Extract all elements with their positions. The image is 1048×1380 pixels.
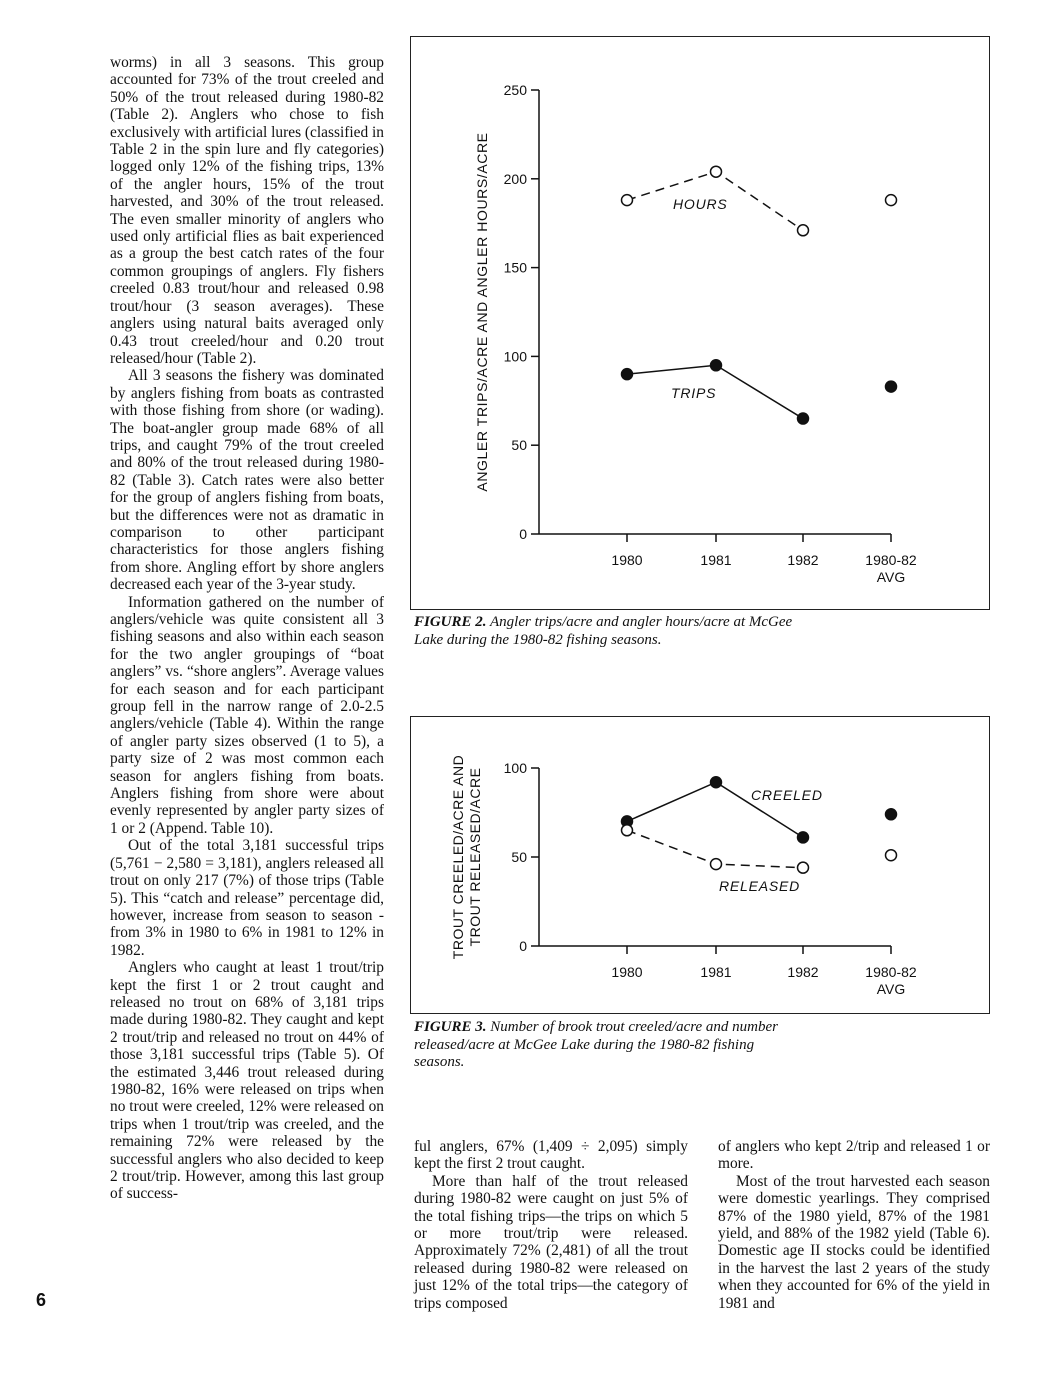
hours-series-label: HOURS [673,196,728,212]
hours-data-point [886,195,897,206]
figure-3-chart [410,716,990,1014]
figure-2-caption-text: Angler trips/acre and angler hours/acre at McGee Lake during the 1980-82 fishing seasons. [414,614,793,648]
x-tick-label: 1980 [611,964,643,980]
figure-2-chart [410,36,990,610]
figure-2-plot [411,37,989,609]
right-text-column [718,1138,990,1312]
creeled-data-point [798,832,809,843]
paragraph: Out of the total 3,181 successful trips (5,761 − 2,580 = 3,181), anglers released all trout on only 217 (7%) of those trips (Table 5). This “catch and release” percentage did, however, increase from season to season - from 3% in 1980 to 6% in 1981 to 12% in 1982. [110,837,384,959]
paragraph: More than half of the trout released during 1980-82 were caught on just 5% of the total fishing trips—the trips on which 5 or more trout/trip were released. Approximately 72% (2,481) of all the trout released during 1980-82 were released on just 12% of the total trips—the category of trips composed [414,1172,688,1312]
paragraph: of anglers who kept 2/trip and released 1 or more. [718,1138,990,1173]
x-tick-label: 1982 [787,964,819,980]
y-tick-label: 0 [519,526,527,542]
y-axis-label: ANGLER TRIPS/ACRE AND ANGLER HOURS/ACRE [474,132,490,492]
x-tick-label: 1981 [700,964,732,980]
y-axis-label: TROUT CREELED/ACRE AND [450,754,466,960]
released-series-label: RELEASED [719,878,801,894]
x-tick-label: 1982 [787,552,819,568]
paragraph: worms) in all 3 seasons. This group accounted for 73% of the trout creeled and 50% of the trout released during 1980-82 (Table 2). Anglers who chose to fish exclusively with artificial lures (classified in Table 2 in the spin lure and fly categories) logged only 12% of the fishing trips, 13% of the angler hours, 15% of the trout harvested, and 30% of the trout released. The even smaller minority of anglers who used only artificial flies as bait experienced as a group the best catch rates of the four common groupings of anglers. Fly fishers creeled 0.83 trout/hour and released 0.98 trout/hour (3 season averages). These anglers using natural baits averaged only 0.43 trout creeled/hour and 0.20 trout released/hour (Table 2). [110,54,384,367]
middle-text-column [414,1138,688,1312]
released-data-point [886,850,897,861]
paragraph: Anglers who caught at least 1 trout/trip kept the first 1 or 2 trout caught and released no trout on 68% of 3,181 trips made during 1980-82. They caught and kept 2 trout/trip and released no trout on 44% of those 3,181 successful trips (Table 5). Of the estimated 3,446 trout released during 1980-82, 16% were released on trips when no trout were creeled, 12% were released on trips when 1 trout/trip was creeled, and the remaining 72% were released by the successful anglers who also decided to keep 2 trout/trip. However, among this last group of success- [110,959,384,1203]
figure-3-caption-text: Number of brook trout creeled/acre and number released/acre at McGee Lake during the 1980-82 fishing seasons. [414,1019,779,1070]
x-tick-label: AVG [876,569,906,585]
creeled-data-point [886,809,897,820]
left-text-column [110,54,384,1203]
hours-data-point [798,225,809,236]
x-tick-label: 1980-82 [865,552,917,568]
x-tick-label: 1980-82 [865,964,917,980]
y-tick-label: 50 [511,849,527,865]
paragraph: Most of the trout harvested each season were domestic yearlings. They comprised 87% of the 1980 yield, 87% of the 1981 yield, and 88% of the 1982 yield (Table 6). Domestic age II stocks could be identified in the harvest the last 2 years of the study when they accounted for 6% of the yield in 1981 and [718,1172,990,1312]
figure-3-label: FIGURE 3. [414,1019,487,1035]
paragraph: All 3 seasons the fishery was dominated by anglers fishing from boats as contrasted with those fishing from shore (or wading). The boat-angler group made 68% of all trips, and caught 79% of the trout creeled and 80% of the trout released during 1980-82 (Table 3). Catch rates were also better for the group of anglers fishing from boats, but the differences were not as dramatic in comparison to other participant characteristics for those anglers fishing from shore. Angling effort by shore anglers decreased each year of the 3-year study. [110,367,384,594]
y-axis-label: TROUT RELEASED/ACRE [467,767,483,947]
y-tick-label: 100 [503,760,527,776]
y-tick-label: 150 [503,259,527,276]
figure-2-caption [414,614,804,649]
trips-data-point [622,369,633,380]
trips-data-point [798,413,809,424]
paragraph: Information gathered on the number of anglers/vehicle was quite consistent all 3 fishing seasons and also within each season for the two angler groupings of “boat anglers” vs. “shore anglers”. Average values for each season and for each participant group fell in the narrow range of 2.0-2.5 anglers/vehicle (Table 4). Within the range of angler party sizes observed (1 to 5), a party size of 2 was most common each season for anglers fishing from boats. Anglers fishing from shore were about evenly represented by angler party sizes of 1 or 2 (Append. Table 10). [110,593,384,837]
paragraph: ful anglers, 67% (1,409 ÷ 2,095) simply kept the first 2 trout caught. [414,1138,688,1173]
y-tick-label: 50 [511,437,527,454]
page-number: 6 [36,1290,47,1310]
released-data-point [798,862,809,873]
figure-2-label: FIGURE 2. [414,614,487,630]
creeled-series-label: CREELED [751,787,823,803]
y-tick-label: 0 [519,938,527,954]
figure-3-plot [411,717,989,1013]
hours-data-point [622,195,633,206]
x-tick-label: 1981 [700,552,732,568]
trips-series-label: TRIPS [671,385,717,401]
trips-data-point [886,381,897,392]
figure-3-caption [414,1019,794,1072]
y-tick-label: 100 [503,348,527,365]
released-data-point [622,825,633,836]
x-tick-label: 1980 [611,552,643,568]
trips-data-point [711,360,722,371]
x-tick-label: AVG [876,981,906,997]
creeled-data-point [711,777,722,788]
y-tick-label: 250 [503,82,527,98]
released-data-point [711,859,722,870]
hours-data-point [711,166,722,177]
y-tick-label: 200 [503,170,527,187]
